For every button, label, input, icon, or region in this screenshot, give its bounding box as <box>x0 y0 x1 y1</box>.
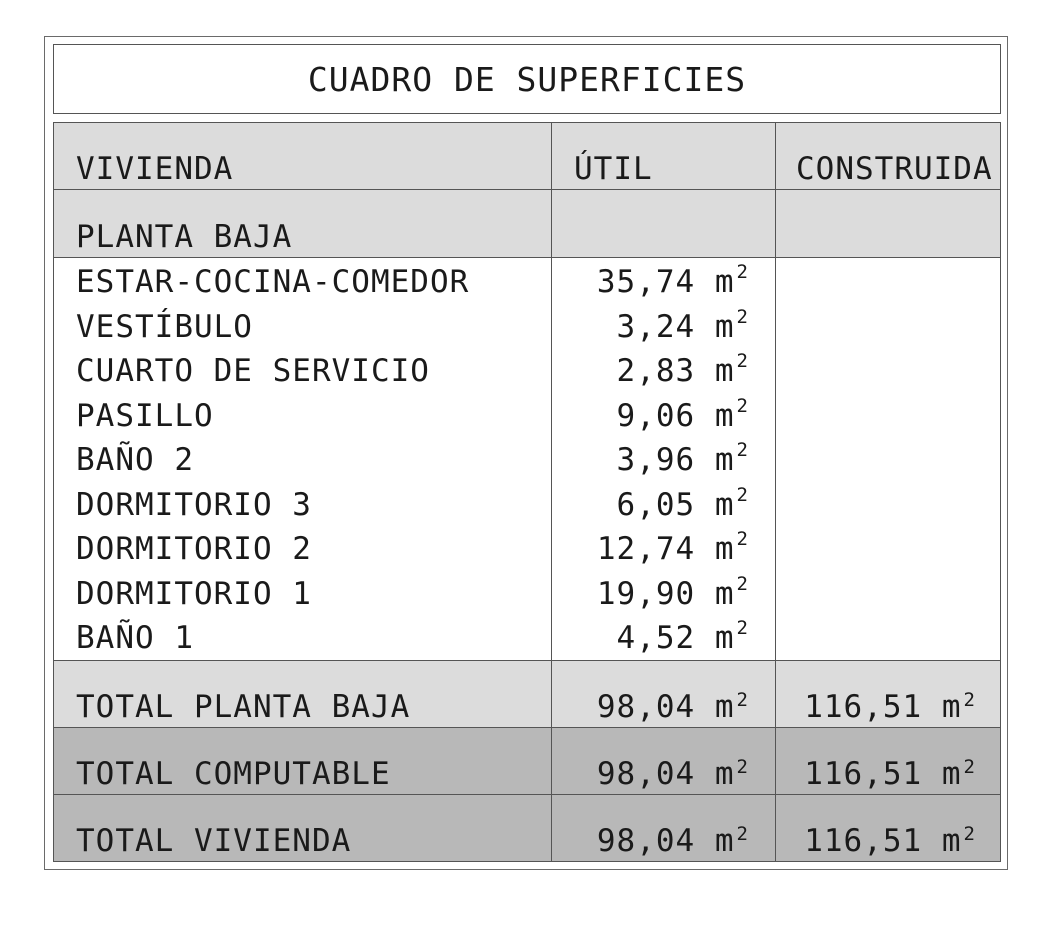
total-construida-value: 116,51 <box>804 823 923 859</box>
room-util <box>551 305 775 345</box>
unit: m <box>714 308 735 345</box>
unit: m <box>714 264 735 300</box>
room-name: BAÑO 1 <box>76 620 194 656</box>
rooms-block <box>53 258 1001 661</box>
room-util <box>551 528 775 567</box>
room-util <box>551 572 775 612</box>
room-name: DORMITORIO 3 <box>76 486 312 523</box>
unit: m <box>714 823 735 859</box>
unit-exponent: 2 <box>736 394 749 417</box>
room-name: CUARTO DE SERVICIO <box>76 353 430 389</box>
room-name: PASILLO <box>76 397 214 434</box>
room-row <box>54 303 1002 347</box>
header-construida: CONSTRUIDA <box>775 123 1002 189</box>
room-util-value: 19,90 <box>596 575 696 612</box>
unit-exponent: 2 <box>736 350 749 372</box>
room-util <box>551 617 775 656</box>
total-label: TOTAL PLANTA BAJA <box>76 689 411 725</box>
total-util-value: 98,04 <box>596 689 696 725</box>
unit: m <box>714 486 735 523</box>
total-construida <box>775 728 1002 794</box>
total-util <box>551 795 775 861</box>
room-util-value: 12,74 <box>596 531 696 567</box>
total-row <box>53 795 1001 862</box>
unit: m <box>714 620 735 656</box>
room-row <box>54 525 1002 569</box>
unit: m <box>714 397 735 434</box>
room-util-value: 9,06 <box>616 397 696 434</box>
unit-exponent: 2 <box>736 305 749 328</box>
unit-exponent: 2 <box>963 823 976 845</box>
unit-exponent: 2 <box>736 756 749 778</box>
room-row <box>54 436 1002 480</box>
unit-exponent: 2 <box>736 439 749 461</box>
room-util <box>551 350 775 389</box>
room-name: BAÑO 2 <box>76 442 194 478</box>
unit-exponent: 2 <box>736 483 749 506</box>
room-name: DORMITORIO 2 <box>76 531 312 567</box>
room-row <box>54 347 1002 391</box>
section-construida-cell <box>775 190 1002 257</box>
room-util <box>551 394 775 434</box>
room-util <box>551 439 775 478</box>
room-util-value: 2,83 <box>616 353 696 389</box>
unit: m <box>714 575 735 612</box>
room-util <box>551 261 775 300</box>
total-construida-value: 116,51 <box>804 756 923 792</box>
unit-exponent: 2 <box>736 528 749 550</box>
room-util-value: 3,24 <box>616 308 696 345</box>
unit-exponent: 2 <box>736 823 749 845</box>
room-name: VESTÍBULO <box>76 308 253 345</box>
unit-exponent: 2 <box>736 572 749 595</box>
room-util <box>551 483 775 523</box>
unit: m <box>941 756 962 792</box>
unit-exponent: 2 <box>963 689 976 711</box>
total-label: TOTAL VIVIENDA <box>76 823 352 859</box>
section-row <box>53 190 1001 258</box>
total-util <box>551 661 775 727</box>
table-title <box>53 44 1001 114</box>
title-text: CUADRO DE SUPERFICIES <box>307 59 747 99</box>
unit: m <box>714 353 735 389</box>
room-util-value: 6,05 <box>616 486 696 523</box>
total-util-value: 98,04 <box>596 756 696 792</box>
room-util-value: 35,74 <box>596 264 696 300</box>
total-util <box>551 728 775 794</box>
header-vivienda: VIVIENDA <box>76 151 234 187</box>
unit: m <box>714 689 735 725</box>
room-row <box>54 481 1002 525</box>
total-row <box>53 728 1001 795</box>
section-title: PLANTA BAJA <box>76 219 293 255</box>
unit: m <box>714 756 735 792</box>
unit: m <box>714 442 735 478</box>
total-row <box>53 661 1001 728</box>
room-row <box>54 570 1002 614</box>
section-util-cell <box>551 190 775 257</box>
total-construida <box>775 661 1002 727</box>
total-label: TOTAL COMPUTABLE <box>76 756 391 792</box>
header-util: ÚTIL <box>551 123 775 189</box>
room-util-value: 4,52 <box>616 620 696 656</box>
unit-exponent: 2 <box>736 617 749 639</box>
room-name: DORMITORIO 1 <box>76 575 312 612</box>
room-row <box>54 392 1002 436</box>
room-name: ESTAR-COCINA-COMEDOR <box>76 264 470 300</box>
unit: m <box>941 689 962 725</box>
unit: m <box>941 823 962 859</box>
unit-exponent: 2 <box>736 689 749 711</box>
total-construida-value: 116,51 <box>804 689 923 725</box>
unit-exponent: 2 <box>736 261 749 283</box>
unit: m <box>714 531 735 567</box>
room-util-value: 3,96 <box>616 442 696 478</box>
total-construida <box>775 795 1002 861</box>
room-row <box>54 614 1002 658</box>
unit-exponent: 2 <box>963 756 976 778</box>
total-util-value: 98,04 <box>596 823 696 859</box>
header-row <box>53 122 1001 190</box>
room-row <box>54 258 1002 302</box>
